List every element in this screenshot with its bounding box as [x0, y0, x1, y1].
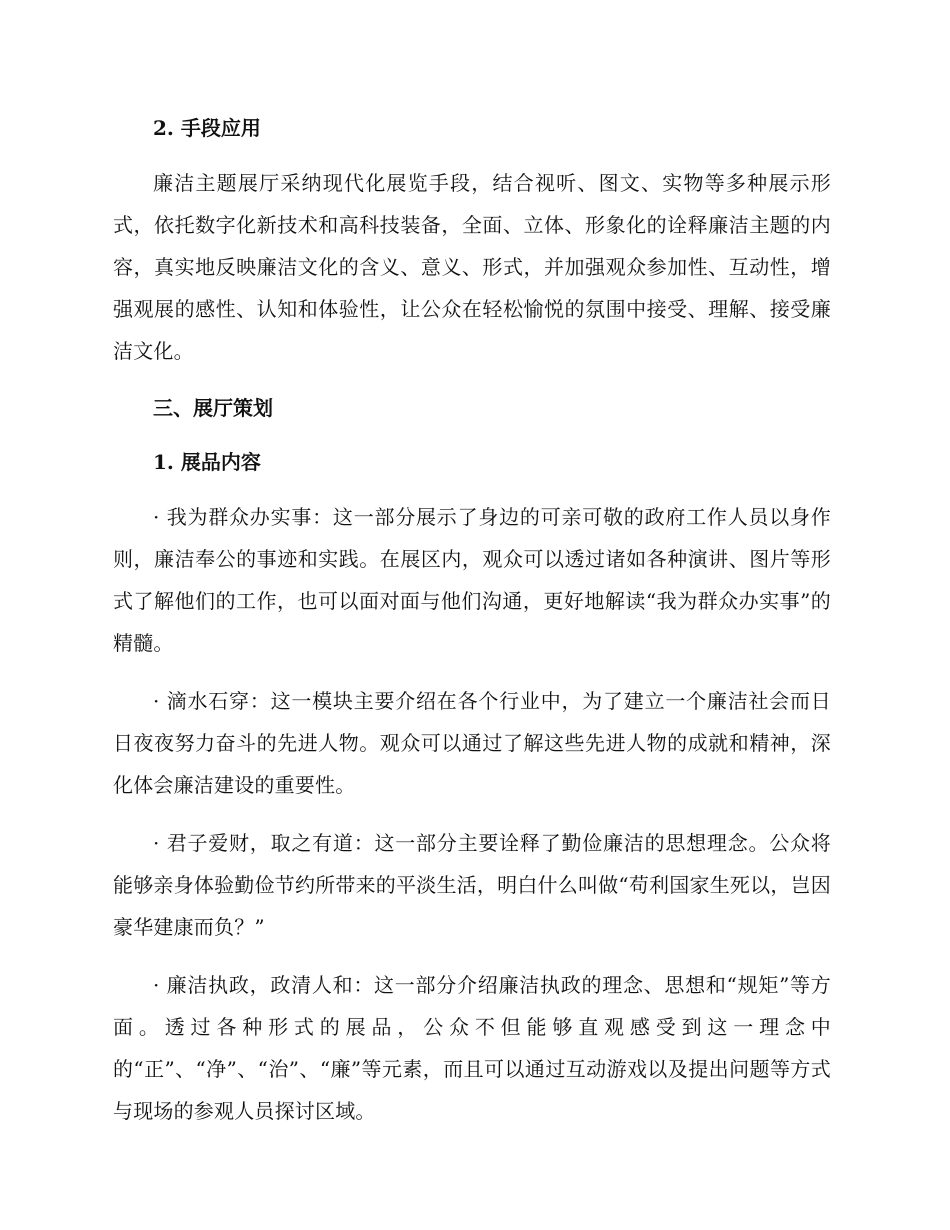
document-page: [113, 108, 831, 1132]
section-heading-exhibit-content: 1. 展品内容: [153, 450, 261, 474]
exhibit-item-paragraph: · 滴水石穿：这一模块主要介绍在各个行业中，为了建立一个廉洁社会而日日夜夜努力奋斗的先进人物。观众可以通过了解这些先进人物的成就和精神，深化体会廉洁建设的重要性。: [113, 689, 831, 797]
exhibit-item-paragraph: · 君子爱财，取之有道：这一部分主要诠释了勤俭廉洁的思想理念。公众将能够亲身体验勤俭节约所带来的平淡生活，明白什么叫做“苟利国家生死以，岂因豪华建康而负？”: [113, 831, 831, 939]
section-heading-methods: 2. 手段应用: [153, 116, 261, 140]
exhibit-item-paragraph: · 我为群众办实事：这一部分展示了身边的可亲可敬的政府工作人员以身作则，廉洁奉公的事迹和实践。在展区内，观众可以透过诸如各种演讲、图片等形式了解他们的工作，也可以面对面与他们沟通，更好地解读“我为群众办实事”的精髓。: [113, 505, 831, 655]
section-heading-hall-planning: 三、展厅策划: [153, 396, 273, 420]
exhibit-item-paragraph: · 廉洁执政，政清人和：这一部分介绍廉洁执政的理念、思想和“规矩”等方面。透过各种形式的展品，公众不但能够直观感受到这一理念中的“正”、“净”、“治”、“廉”等元素，而且可以通过互动游戏以及提出问题等方式与现场的参观人员探讨区域。: [113, 973, 831, 1123]
paragraph-methods: 廉洁主题展厅采纳现代化展览手段，结合视听、图文、实物等多种展示形式，依托数字化新技术和高科技装备，全面、立体、形象化的诠释廉洁主题的内容，真实地反映廉洁文化的含义、意义、形式，并加强观众参加性、互动性，增强观展的感性、认知和体验性，让公众在轻松愉悦的氛围中接受、理解、接受廉洁文化。: [113, 171, 831, 363]
